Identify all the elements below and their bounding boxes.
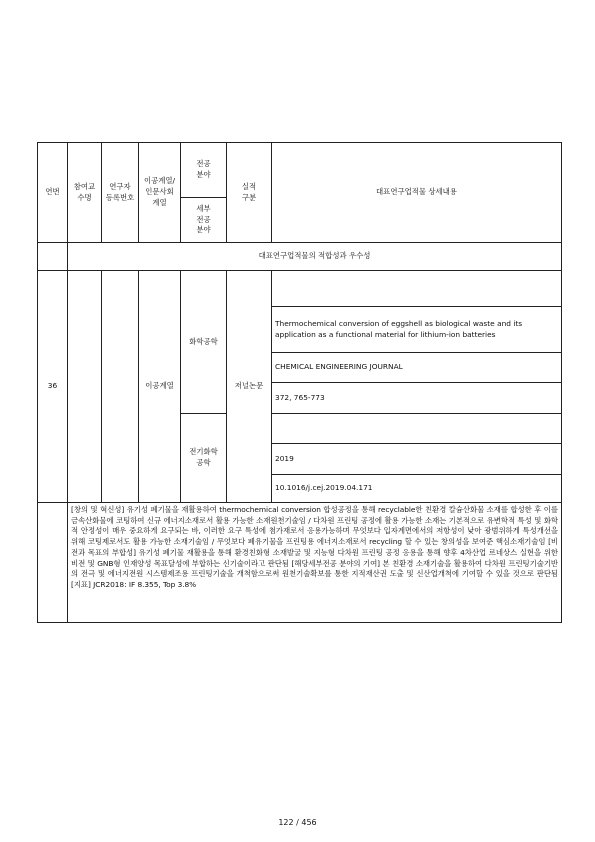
field-series-cell: 이공계열 [139, 271, 181, 503]
header-researcher-registration: 연구자 등록번호 [102, 143, 139, 243]
suitability-title: 대표연구업적물의 적합성과 우수성 [68, 243, 562, 271]
header-sub-major: 세부 전공 분야 [181, 198, 227, 243]
detail-volume-pages: 372, 765-773 [272, 383, 562, 414]
header-field-series: 이공계열/ 인문사회 계열 [139, 143, 181, 243]
major-cell: 화학공학 [181, 271, 227, 414]
detail-doi: 10.1016/j.cej.2019.04.171 [272, 475, 562, 503]
researcher-registration-cell [102, 271, 139, 503]
row-number: 36 [38, 271, 68, 503]
detail-journal: CHEMICAL ENGINEERING JOURNAL [272, 353, 562, 383]
suitability-description: [창의 및 혁신성] 유기성 폐기물을 재활용하여 thermochemical conversion 합성공정을 통해 recyclable한 친환경 칼슘산화물 소재를 합성한 후 이를 금속산화물에 코팅하여 신규 에너지소재로서 활용 가능한 소재원천기술임 / 다차원 프린팅 공정에 활용 가능한 소재는 기본적으로 유변학적 특성 및 화학적 안정성이 매우 중요하게 요구되는 바, 이러한 요구 특성에 첨가재로서 응용가능하며 무엇보다 입자계면에서의 저항성이 낮아 광범위하게 특성개선을 위해 코팅제로서도 활용 가능한 소재기술임 / 무엇보다 폐유기물을 프린팅용 에너지소재로서 recycling 할 수 있는 창의성을 보여준 핵심소재기술임 [비전과 목표의 부합성] 유기성 폐기물 재활용을 통해 환경친화형 소재발굴 및 지능형 다차원 프린팅 공정 응용을 통해 향후 4차산업 르네상스 실현을 위한 비전 및 GNB형 인재양성 목표달성에 부합하는 신기술이라고 판단됨 [해당세부전공 분야의 기여] 본 친환경 소재기술을 활용하여 다차원 프린팅기술기반의 전극 및 에너지전원 시스템제조용 프린팅기술을 개척함으로써 원천기술확보를 통한 지적재산권 도출 및 신산업개척에 기여할 수 있을 것으로 판단됨 [지표] JCR2018: IF 8.355, Top 3.8% [68, 503, 562, 623]
header-major: 전공 분야 [181, 143, 227, 198]
page-number: 122 / 456 [278, 818, 317, 827]
participating-professor-cell [68, 271, 102, 503]
record-type-cell: 저널논문 [227, 271, 272, 503]
detail-year: 2019 [272, 444, 562, 475]
research-table [37, 142, 562, 623]
header-participating-professor: 참여교 수명 [68, 143, 102, 243]
detail-line-5 [272, 414, 562, 444]
detail-line-1 [272, 271, 562, 307]
detail-paper-title: Thermochemical conversion of eggshell as biological waste and its application as a functional material for lithium-ion batteries [272, 307, 562, 353]
header-detail: 대표연구업적물 상세내용 [272, 143, 562, 243]
header-record-type: 실적 구분 [227, 143, 272, 243]
header-no: 연번 [38, 143, 68, 243]
sub-major-cell: 전기화학 공학 [181, 414, 227, 503]
header-no-blank [38, 243, 68, 271]
row-number-cont [38, 503, 68, 623]
